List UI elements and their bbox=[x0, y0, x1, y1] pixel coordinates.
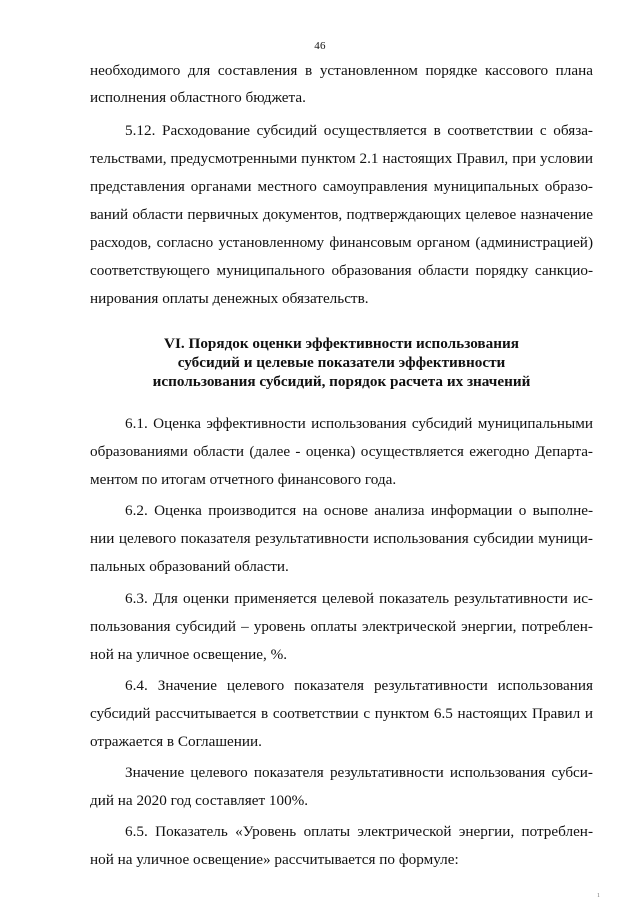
paragraph-line: ваний области первичных документов, подтверждающих целевое назначение bbox=[90, 206, 593, 223]
section-heading-line: субсидий и целевые показатели эффективности bbox=[177, 354, 506, 371]
paragraph-line: нии целевого показателя результативности использования субсидии муници- bbox=[90, 530, 593, 547]
paragraph-line: пользования субсидий – уровень оплаты электрической энергии, потреблен- bbox=[90, 618, 593, 635]
paragraph-line: 6.2. Оценка производится на основе анализа информации о выполне- bbox=[125, 502, 593, 519]
paragraph-line: ной на уличное освещение» рассчитывается по формуле: bbox=[90, 851, 459, 868]
page-number: 46 bbox=[314, 40, 326, 52]
paragraph-line: субсидий рассчитывается в соответствии с пунктом 6.5 настоящих Правил и bbox=[90, 705, 593, 722]
section-heading-line: VI. Порядок оценки эффективности использования bbox=[164, 335, 519, 352]
section-heading-line: использования субсидий, порядок расчета их значений bbox=[152, 373, 531, 390]
paragraph-line: ментом по итогам отчетного финансового года. bbox=[90, 471, 397, 488]
paragraph-line: соответствующего муниципального образования области порядку санкцио- bbox=[90, 262, 593, 279]
footer-mark: 1 bbox=[597, 893, 600, 899]
paragraph-line: 6.4. Значение целевого показателя результативности использования bbox=[125, 677, 593, 694]
paragraph-line: Значение целевого показателя результативности использования субси- bbox=[125, 764, 593, 781]
paragraph-line: дий на 2020 год составляет 100%. bbox=[90, 792, 309, 809]
paragraph-line: пальных образований области. bbox=[90, 558, 289, 575]
paragraph-line: нирования оплаты денежных обязательств. bbox=[90, 290, 369, 307]
paragraph-line: тельствами, предусмотренными пунктом 2.1 настоящих Правил, при условии bbox=[90, 150, 593, 167]
paragraph-line: 6.3. Для оценки применяется целевой показатель результативности ис- bbox=[125, 590, 593, 607]
paragraph-line: расходов, согласно установленному финансовым органом (администрацией) bbox=[90, 234, 593, 251]
paragraph-line: исполнения областного бюджета. bbox=[90, 89, 306, 106]
paragraph-line: отражается в Соглашении. bbox=[90, 733, 262, 750]
paragraph-line: необходимого для составления в установленном порядке кассового плана bbox=[90, 62, 593, 79]
paragraph-line: представления органами местного самоуправления муниципальных образо- bbox=[90, 178, 593, 195]
paragraph-line: образованиями области (далее - оценка) осуществляется ежегодно Департа- bbox=[90, 443, 593, 460]
paragraph-line: ной на уличное освещение, %. bbox=[90, 646, 288, 663]
paragraph-line: 6.5. Показатель «Уровень оплаты электрической энергии, потреблен- bbox=[125, 823, 593, 840]
paragraph-line: 6.1. Оценка эффективности использования субсидий муниципальными bbox=[125, 415, 593, 432]
paragraph-line: 5.12. Расходование субсидий осуществляется в соответствии с обяза- bbox=[125, 122, 593, 139]
